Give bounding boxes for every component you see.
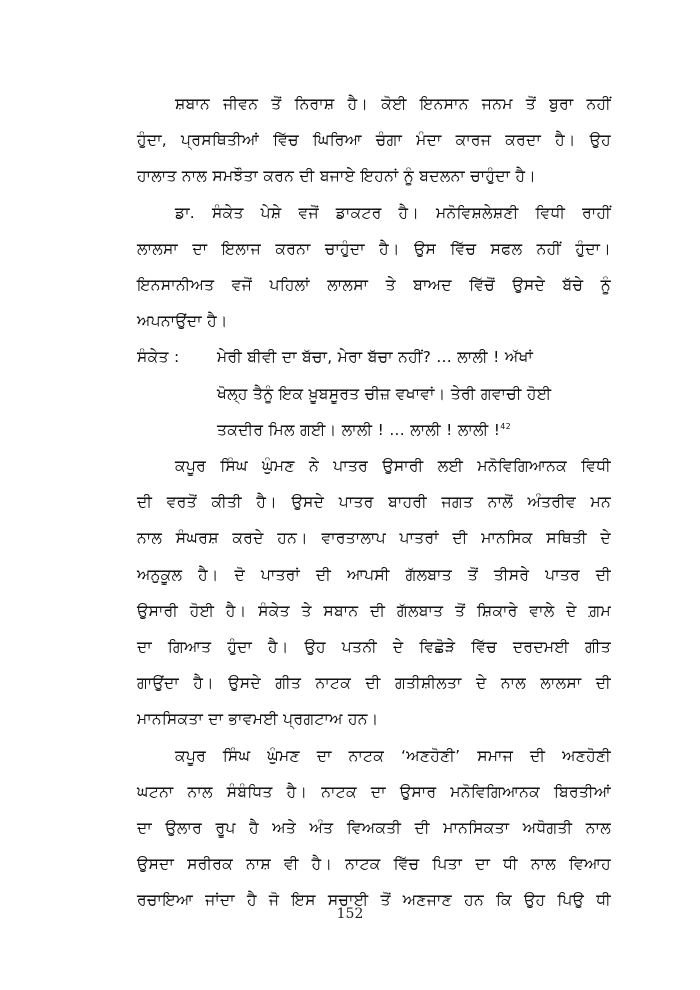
footnote-marker: 42 — [500, 421, 512, 431]
text-line: ਗਾਉਂਦਾ ਹੈ। ਉਸਦੇ ਗੀਤ ਨਾਟਕ ਦੀ ਗਤੀਸ਼ੀਲਤਾ ਦੇ ਨਾਲ ਲਾਲਸਾ ਦੀ — [137, 674, 611, 693]
dialogue-line: ਮੇਰੀ ਬੀਵੀ ਦਾ ਬੱਚਾ, ਮੇਰਾ ਬੱਚਾ ਨਹੀਂ? ... ਲਾਲੀ ! ਅੱਖਾਂ — [217, 348, 534, 367]
text-line: ਅਪਨਾਉਂਦਾ ਹੈ। — [137, 312, 228, 331]
text-line: ਘਟਨਾ ਨਾਲ ਸੰਬੰਧਿਤ ਹੈ। ਨਾਟਕ ਦਾ ਉਸਾਰ ਮਨੋਵਿਗਿਆਨਕ ਬਿਰਤੀਆਂ — [137, 782, 611, 801]
dialogue-quote — [137, 339, 611, 448]
text-line: ਉਸਦਾ ਸਰੀਰਕ ਨਾਸ਼ ਵੀ ਹੈ। ਨਾਟਕ ਵਿੱਚ ਪਿਤਾ ਦਾ ਧੀ ਨਾਲ ਵਿਆਹ — [137, 855, 611, 874]
text-line: ਡਾ. ਸੰਕੇਤ ਪੇਸ਼ੇ ਵਜੋਂ ਡਾਕਟਰ ਹੈ। ਮਨੋਵਿਸ਼ਲੇਸ਼ਣੀ ਵਿਧੀ ਰਾਹੀਂ — [175, 203, 611, 222]
text-line: ਦਾ ਗਿਆਤ ਹੁੰਦਾ ਹੈ। ਉਹ ਪਤਨੀ ਦੇ ਵਿਛੋੜੇ ਵਿੱਚ ਦਰਦਮਈ ਗੀਤ — [137, 638, 611, 657]
body-text — [137, 86, 611, 919]
text-line: ਦੀ ਵਰਤੋਂ ਕੀਤੀ ਹੈ। ਉਸਦੇ ਪਾਤਰ ਬਾਹਰੀ ਜਗਤ ਨਾਲੋਂ ਅੰਤਰੀਵ ਮਨ — [137, 493, 611, 512]
text-line: ਹਾਲਾਤ ਨਾਲ ਸਮਝੌਤਾ ਕਰਨ ਦੀ ਬਜਾਏ ਇਹਨਾਂ ਨੂੰ ਬਦਲਨਾ ਚਾਹੁੰਦਾ ਹੈ। — [137, 167, 537, 186]
paragraph-ghuman-method — [137, 448, 611, 738]
paragraph-sanket — [137, 195, 611, 340]
text-line: ਲਾਲਸਾ ਦਾ ਇਲਾਜ ਕਰਨਾ ਚਾਹੁੰਦਾ ਹੈ। ਉਸ ਵਿੱਚ ਸਫਲ ਨਹੀਂ ਹੁੰਦਾ। — [137, 239, 611, 258]
text-line: ਦਾ ਉਲਾਰ ਰੂਪ ਹੈ ਅਤੇ ਅੰਤ ਵਿਅਕਤੀ ਦੀ ਮਾਨਸਿਕਤਾ ਅਧੋਗਤੀ ਨਾਲ — [137, 819, 611, 838]
text-line: ਹੁੰਦਾ, ਪ੍ਰਸਥਿਤੀਆਂ ਵਿੱਚ ਘਿਰਿਆ ਚੰਗਾ ਮੰਦਾ ਕਾਰਜ ਕਰਦਾ ਹੈ। ਉਹ — [137, 131, 611, 150]
dialogue-line-last — [217, 412, 611, 448]
text-line: ਅਨੁਕੂਲ ਹੈ। ਦੋ ਪਾਤਰਾਂ ਦੀ ਆਪਸੀ ਗੱਲਬਾਤ ਤੋਂ ਤੀਸਰੇ ਪਾਤਰ ਦੀ — [137, 565, 611, 584]
page-number: 152 — [336, 906, 364, 922]
text-line: ਕਪੂਰ ਸਿੰਘ ਘੁੰਮਣ ਦਾ ਨਾਟਕ ‘ਅਣਹੋਣੀ’ ਸਮਾਜ ਦੀ ਅਣਹੋਣੀ — [175, 746, 611, 765]
text-line: ਇਨਸਾਨੀਅਤ ਵਜੋਂ ਪਹਿਲਾਂ ਲਾਲਸਾ ਤੇ ਬਾਅਦ ਵਿੱਚੋਂ ਉਸਦੇ ਬੱਚੇ ਨੂੰ — [137, 276, 611, 295]
text-line: ਮਾਨਸਿਕਤਾ ਦਾ ਭਾਵਮਈ ਪ੍ਰਗਟਾਅ ਹਨ। — [137, 710, 379, 729]
dialogue-line: ਖੋਲ੍ਹ ਤੈਨੂੰ ਇਕ ਖ਼ੂਬਸੂਰਤ ਚੀਜ਼ ਵਖਾਵਾਂ। ਤੇਰੀ ਗਵਾਚੀ ਹੋਈ — [217, 384, 552, 403]
text-line: ਉਸਾਰੀ ਹੋਈ ਹੈ। ਸੰਕੇਤ ਤੇ ਸਬਾਨ ਦੀ ਗੱਲਬਾਤ ਤੋਂ ਸ਼ਿਕਾਰੇ ਵਾਲੇ ਦੇ ਗ਼ਮ — [137, 601, 611, 620]
dialogue-speech — [217, 339, 611, 448]
text-line: ਰਚਾਇਆ ਜਾਂਦਾ ਹੈ ਜੋ ਇਸ ਸਚਾਈ ਤੋਂ ਅਣਜਾਣ ਹਨ ਕਿ ਉਹ ਪਿਉ ਧੀ — [137, 891, 611, 910]
text-line: ਕਪੂਰ ਸਿੰਘ ਘੁੰਮਣ ਨੇ ਪਾਤਰ ਉਸਾਰੀ ਲਈ ਮਨੋਵਿਗਿਆਨਕ ਵਿਧੀ — [175, 457, 611, 476]
paragraph-shaban — [137, 86, 611, 195]
dialogue-line-text: ਤਕਦੀਰ ਮਿਲ ਗਈ। ਲਾਲੀ ! ... ਲਾਲੀ ! ਲਾਲੀ ! — [217, 420, 501, 439]
text-line: ਸ਼ਬਾਨ ਜੀਵਨ ਤੋਂ ਨਿਰਾਸ਼ ਹੈ। ਕੋਈ ਇਨਸਾਨ ਜਨਮ ਤੋਂ ਬੁਰਾ ਨਹੀਂ — [175, 95, 611, 113]
dialogue-speaker: ਸੰਕੇਤ : — [137, 348, 180, 367]
text-line: ਨਾਲ ਸੰਘਰਸ਼ ਕਰਦੇ ਹਨ। ਵਾਰਤਾਲਾਪ ਪਾਤਰਾਂ ਦੀ ਮਾਨਸਿਕ ਸਥਿਤੀ ਦੇ — [137, 529, 611, 548]
paragraph-anhoni — [137, 738, 611, 919]
